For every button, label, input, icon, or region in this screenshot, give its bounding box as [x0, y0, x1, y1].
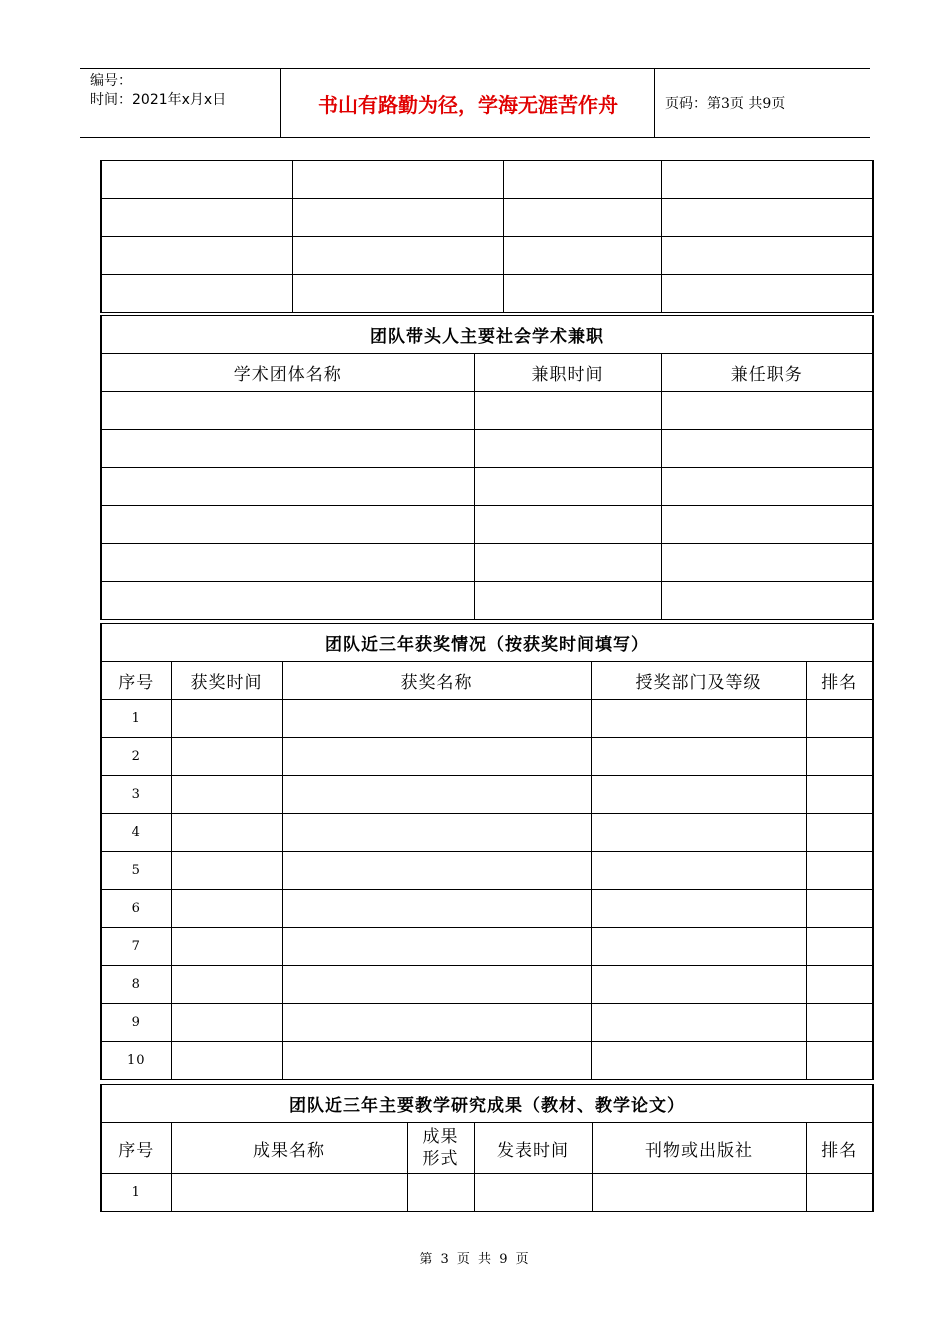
- table-row: [101, 1174, 873, 1212]
- table-cell[interactable]: [171, 738, 282, 776]
- column-header: 获奖时间: [171, 662, 282, 700]
- table-row: [101, 544, 873, 582]
- table-cell[interactable]: [661, 392, 873, 430]
- row-number: 8: [101, 966, 171, 1004]
- table-cell[interactable]: [661, 468, 873, 506]
- table-cell[interactable]: [591, 776, 806, 814]
- research-title: 团队近三年主要教学研究成果（教材、教学论文）: [101, 1085, 873, 1123]
- research-table: [100, 1084, 874, 1212]
- table-cell[interactable]: [661, 275, 873, 313]
- table-row: [101, 1042, 873, 1080]
- table-cell[interactable]: [806, 1174, 873, 1212]
- header-motto: 书山有路勤为径，学海无涯苦作舟: [282, 69, 655, 137]
- table-cell[interactable]: [292, 237, 503, 275]
- table-cell[interactable]: [474, 544, 661, 582]
- table-cell[interactable]: [806, 776, 873, 814]
- row-number: 1: [101, 700, 171, 738]
- column-header: 成果名称: [171, 1123, 407, 1174]
- table-row: [101, 430, 873, 468]
- row-number: 4: [101, 814, 171, 852]
- column-header: 兼任职务: [661, 354, 873, 392]
- table-cell[interactable]: [661, 199, 873, 237]
- table-cell[interactable]: [282, 700, 591, 738]
- table-cell[interactable]: [101, 275, 292, 313]
- table-row: [101, 506, 873, 544]
- table-cell[interactable]: [171, 1004, 282, 1042]
- table-row: [101, 275, 873, 313]
- table-cell[interactable]: [171, 814, 282, 852]
- table-cell[interactable]: [592, 1174, 806, 1212]
- table-header-row: [101, 354, 873, 392]
- row-number: 3: [101, 776, 171, 814]
- number-label: 编号：: [90, 73, 132, 89]
- table-row: [101, 776, 873, 814]
- table-row: [101, 814, 873, 852]
- table-cell[interactable]: [591, 1042, 806, 1080]
- table-cell[interactable]: [282, 852, 591, 890]
- table-cell[interactable]: [101, 506, 474, 544]
- table-cell[interactable]: [591, 928, 806, 966]
- table-cell[interactable]: [591, 700, 806, 738]
- table-cell[interactable]: [171, 1174, 407, 1212]
- row-number: 5: [101, 852, 171, 890]
- table-cell[interactable]: [171, 776, 282, 814]
- table-cell[interactable]: [661, 582, 873, 620]
- header-page-info: 页码：第3页 共9页: [665, 96, 786, 112]
- awards-title: 团队近三年获奖情况（按获奖时间填写）: [101, 624, 873, 662]
- table-row: [101, 582, 873, 620]
- page-header: [80, 68, 870, 138]
- table-cell[interactable]: [474, 430, 661, 468]
- column-header: 兼职时间: [474, 354, 661, 392]
- row-number: 2: [101, 738, 171, 776]
- table-cell[interactable]: [474, 392, 661, 430]
- column-header: 序号: [101, 662, 171, 700]
- table-cell[interactable]: [171, 1042, 282, 1080]
- table-cell[interactable]: [282, 776, 591, 814]
- table-row: [101, 738, 873, 776]
- table-row: [101, 1004, 873, 1042]
- table-cell[interactable]: [503, 161, 661, 199]
- table-cell[interactable]: [282, 890, 591, 928]
- column-header: 获奖名称: [282, 662, 591, 700]
- table-cell[interactable]: [282, 1042, 591, 1080]
- table-cell[interactable]: [474, 1174, 592, 1212]
- table-cell[interactable]: [591, 966, 806, 1004]
- table-cell[interactable]: [171, 852, 282, 890]
- table-cell[interactable]: [282, 738, 591, 776]
- column-header: 发表时间: [474, 1123, 592, 1174]
- table-cell[interactable]: [661, 430, 873, 468]
- table-cell[interactable]: [282, 966, 591, 1004]
- table-row: [101, 392, 873, 430]
- table-cell[interactable]: [806, 1042, 873, 1080]
- table-header-row: [101, 662, 873, 700]
- table-row: [101, 199, 873, 237]
- header-meta: [80, 69, 281, 137]
- row-number: 10: [101, 1042, 171, 1080]
- column-header: 学术团体名称: [101, 354, 474, 392]
- table-row: [101, 966, 873, 1004]
- column-header: 刊物或出版社: [592, 1123, 806, 1174]
- column-header: 成果形式: [407, 1123, 474, 1174]
- table-cell[interactable]: [282, 928, 591, 966]
- table-cell[interactable]: [806, 1004, 873, 1042]
- table-cell[interactable]: [591, 814, 806, 852]
- table-cell[interactable]: [661, 237, 873, 275]
- table-cell[interactable]: [171, 700, 282, 738]
- row-number: 9: [101, 1004, 171, 1042]
- row-number: 7: [101, 928, 171, 966]
- table-cell[interactable]: [591, 852, 806, 890]
- table-row: [101, 852, 873, 890]
- table-cell[interactable]: [474, 468, 661, 506]
- table-cell[interactable]: [474, 506, 661, 544]
- table-cell[interactable]: [101, 582, 474, 620]
- table-cell[interactable]: [806, 890, 873, 928]
- column-header: 排名: [806, 662, 873, 700]
- table-cell[interactable]: [101, 237, 292, 275]
- awards-table: [100, 623, 874, 1080]
- table-cell[interactable]: [101, 161, 292, 199]
- continuation-table: [100, 160, 874, 313]
- table-cell[interactable]: [661, 544, 873, 582]
- academic-posts-title: 团队带头人主要社会学术兼职: [101, 316, 873, 354]
- table-cell[interactable]: [474, 582, 661, 620]
- table-cell[interactable]: [503, 199, 661, 237]
- table-cell[interactable]: [503, 275, 661, 313]
- column-header: 序号: [101, 1123, 171, 1174]
- table-cell[interactable]: [101, 392, 474, 430]
- column-header: 排名: [806, 1123, 873, 1174]
- table-cell[interactable]: [661, 506, 873, 544]
- table-cell[interactable]: [591, 1004, 806, 1042]
- row-number: 1: [101, 1174, 171, 1212]
- table-cell[interactable]: [282, 814, 591, 852]
- table-row: [101, 161, 873, 199]
- column-header: 授奖部门及等级: [591, 662, 806, 700]
- table-cell[interactable]: [101, 430, 474, 468]
- academic-posts-table: [100, 315, 874, 620]
- table-header-row: [101, 1123, 873, 1174]
- table-cell[interactable]: [292, 275, 503, 313]
- table-cell[interactable]: [661, 161, 873, 199]
- table-row: [101, 468, 873, 506]
- table-cell[interactable]: [282, 1004, 591, 1042]
- table-cell[interactable]: [806, 852, 873, 890]
- table-row: [101, 928, 873, 966]
- table-cell[interactable]: [407, 1174, 474, 1212]
- row-number: 6: [101, 890, 171, 928]
- table-row: [101, 237, 873, 275]
- table-cell[interactable]: [806, 966, 873, 1004]
- time-label: 时间：2021年x月x日: [90, 92, 227, 108]
- table-cell[interactable]: [171, 966, 282, 1004]
- table-cell[interactable]: [171, 928, 282, 966]
- table-cell[interactable]: [101, 544, 474, 582]
- table-cell[interactable]: [591, 738, 806, 776]
- table-cell[interactable]: [806, 928, 873, 966]
- table-cell[interactable]: [503, 237, 661, 275]
- table-cell[interactable]: [292, 199, 503, 237]
- table-cell[interactable]: [292, 161, 503, 199]
- table-cell[interactable]: [171, 890, 282, 928]
- table-cell[interactable]: [806, 814, 873, 852]
- table-cell[interactable]: [806, 738, 873, 776]
- table-cell[interactable]: [591, 890, 806, 928]
- table-cell[interactable]: [806, 700, 873, 738]
- page-footer: 第 3 页 共 9 页: [419, 1252, 531, 1267]
- table-row: [101, 890, 873, 928]
- table-cell[interactable]: [101, 468, 474, 506]
- table-row: [101, 700, 873, 738]
- table-cell[interactable]: [101, 199, 292, 237]
